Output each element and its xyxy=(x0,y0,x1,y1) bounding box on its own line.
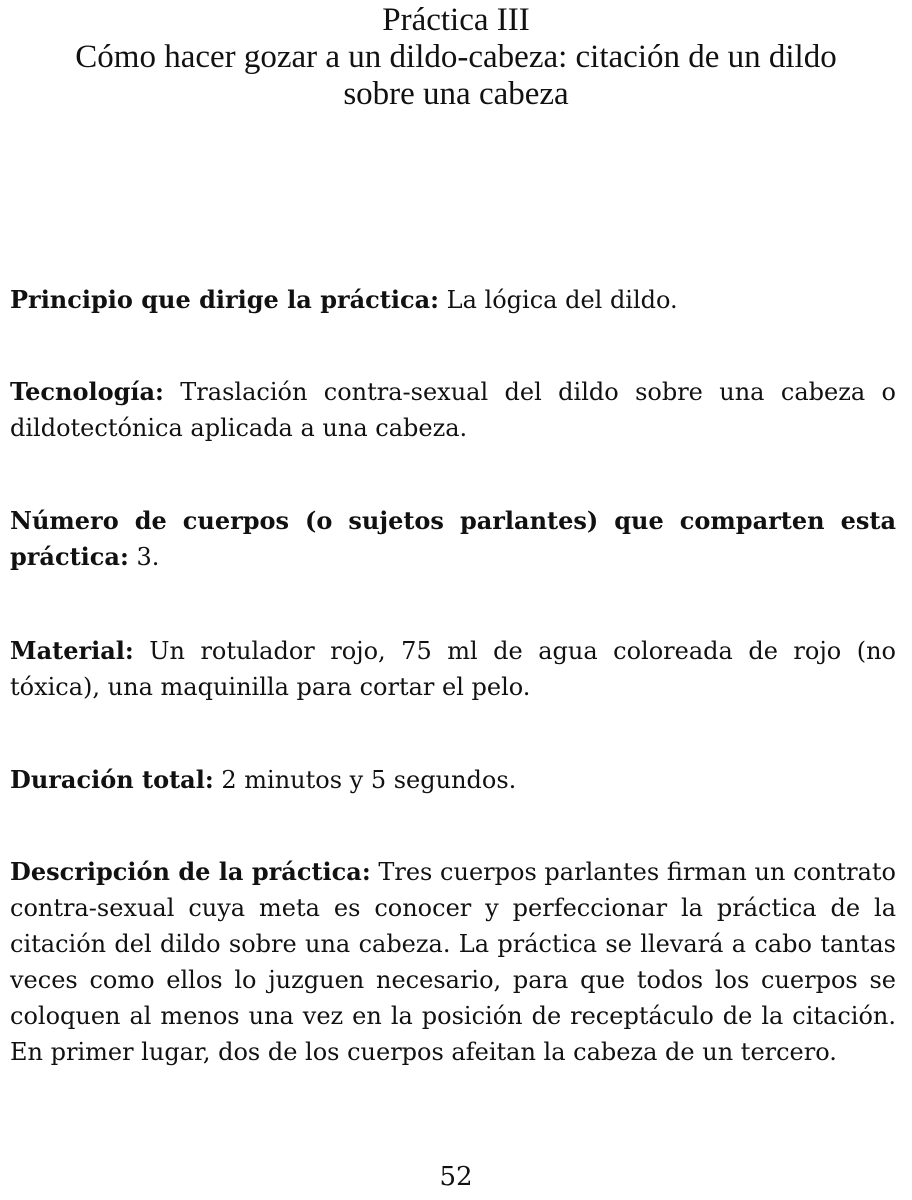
description-label: Descripción de la práctica: xyxy=(10,857,371,886)
practice-number: Práctica III xyxy=(382,2,530,38)
material-label: Material: xyxy=(10,636,134,665)
practice-title-line-2: sobre una cabeza xyxy=(343,76,569,112)
principle-label: Principio que dirige la práctica: xyxy=(10,285,440,314)
bodies-text: 3. xyxy=(136,543,160,571)
description-text: Tres cuerpos parlantes firman un contrato contra-sexual cuya meta es conocer y perfeccionar la práctica de la citación del dildo sobre una cabeza. La práctica se llevará a cabo tantas veces como ellos lo juzguen necesario, para que todos los cuerpos se coloquen al menos una vez en la posición de receptáculo de la citación. En primer lugar, dos de los cuerpos afeitan la cabeza de un tercero. xyxy=(10,858,896,1066)
duration-text: 2 minutos y 5 segundos. xyxy=(221,766,517,794)
practice-heading xyxy=(0,2,912,113)
duration-paragraph xyxy=(10,762,896,798)
technology-text: Traslación contra-sexual del dildo sobre una cabeza o dildotectónica aplicada a una cabeza. xyxy=(10,378,896,442)
bodies-label: Número de cuerpos (o sujetos parlantes) que comparten esta práctica: xyxy=(10,506,896,571)
technology-label: Tecnología: xyxy=(10,377,164,406)
bodies-paragraph xyxy=(10,503,896,575)
page-number: 52 xyxy=(439,1162,473,1192)
description-paragraph xyxy=(10,854,896,1070)
principle-text: La lógica del dildo. xyxy=(446,286,678,314)
material-text: Un rotulador rojo, 75 ml de agua coloreada de rojo (no tóxica), una maquinilla para cortar el pelo. xyxy=(10,637,896,701)
material-paragraph xyxy=(10,633,896,705)
duration-label: Duración total: xyxy=(10,765,214,794)
principle-paragraph xyxy=(10,282,896,318)
technology-paragraph xyxy=(10,374,896,446)
practice-title-line-1: Cómo hacer gozar a un dildo-cabeza: citación de un dildo xyxy=(75,39,837,75)
